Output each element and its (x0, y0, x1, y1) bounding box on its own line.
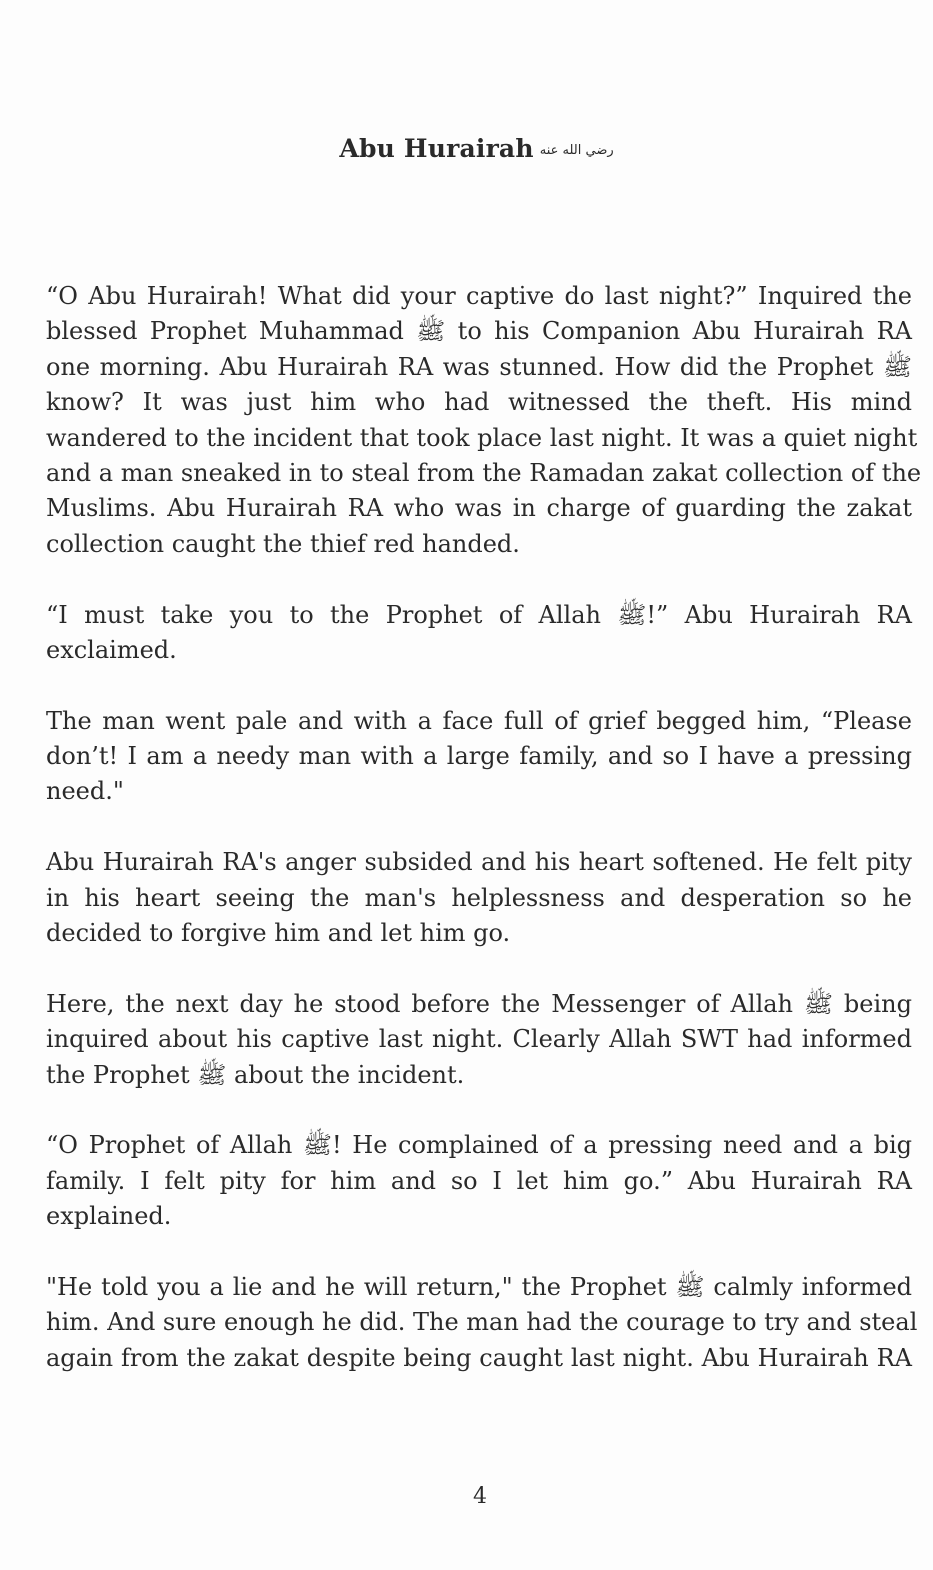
chapter-title-text: Abu Hurairah (339, 134, 534, 163)
paragraph (46, 1270, 918, 1376)
paragraph (46, 704, 912, 810)
text-line: the Prophet ﷺ about the incident. (46, 1060, 465, 1089)
paragraph (46, 1128, 912, 1234)
text-line: explained. (46, 1202, 172, 1231)
text-line: don’t! I am a needy man with a large family, and so I have a pressing (46, 742, 912, 771)
text-line: “O Abu Hurairah! What did your captive do last night?” Inquired the (46, 282, 912, 310)
text-line: Here, the next day he stood before the Messenger of Allah ﷺ being (46, 989, 912, 1018)
text-line: blessed Prophet Muhammad ﷺ to his Companion Abu Hurairah RA (46, 317, 913, 346)
text-line: collection caught the thief red handed. (46, 529, 520, 558)
text-line: need." (46, 777, 124, 806)
text-line: “I must take you to the Prophet of Allah ﷺ!” Abu Hurairah RA (46, 600, 913, 629)
text-line: inquired about his captive last night. Clearly Allah SWT had informed (46, 1025, 912, 1054)
text-line: in his heart seeing the man's helplessness and desperation so he (46, 883, 912, 912)
text-line: and a man sneaked in to steal from the Ramadan zakat collection of the (46, 458, 922, 487)
page-number: 4 (473, 1484, 487, 1509)
chapter-title (0, 134, 933, 163)
paragraph (46, 279, 922, 562)
text-line: The man went pale and with a face full of grief begged him, “Please (46, 706, 912, 735)
text-line: wandered to the incident that took place last night. It was a quiet night (46, 423, 918, 452)
page-body (46, 279, 922, 1412)
text-line: "He told you a lie and he will return," the Prophet ﷺ calmly informed (46, 1272, 913, 1301)
paragraph (46, 987, 912, 1093)
text-line: exclaimed. (46, 635, 177, 664)
text-line: again from the zakat despite being caught last night. Abu Hurairah RA (46, 1343, 912, 1372)
text-line: know? It was just him who had witnessed the theft. His mind (46, 388, 912, 417)
honorific-calligraphy: رضي الله عنه (539, 143, 614, 158)
text-line: decided to forgive him and let him go. (46, 919, 511, 948)
text-line: family. I felt pity for him and so I let him go.” Abu Hurairah RA (46, 1166, 912, 1195)
paragraph (46, 845, 912, 951)
text-line: Muslims. Abu Hurairah RA who was in charge of guarding the zakat (46, 494, 912, 523)
text-line: “O Prophet of Allah ﷺ! He complained of a pressing need and a big (46, 1131, 912, 1160)
text-line: him. And sure enough he did. The man had the courage to try and steal (46, 1308, 918, 1337)
text-line: one morning. Abu Hurairah RA was stunned. How did the Prophet ﷺ (46, 352, 912, 381)
text-line: Abu Hurairah RA's anger subsided and his heart softened. He felt pity (46, 848, 912, 877)
paragraph (46, 598, 912, 669)
